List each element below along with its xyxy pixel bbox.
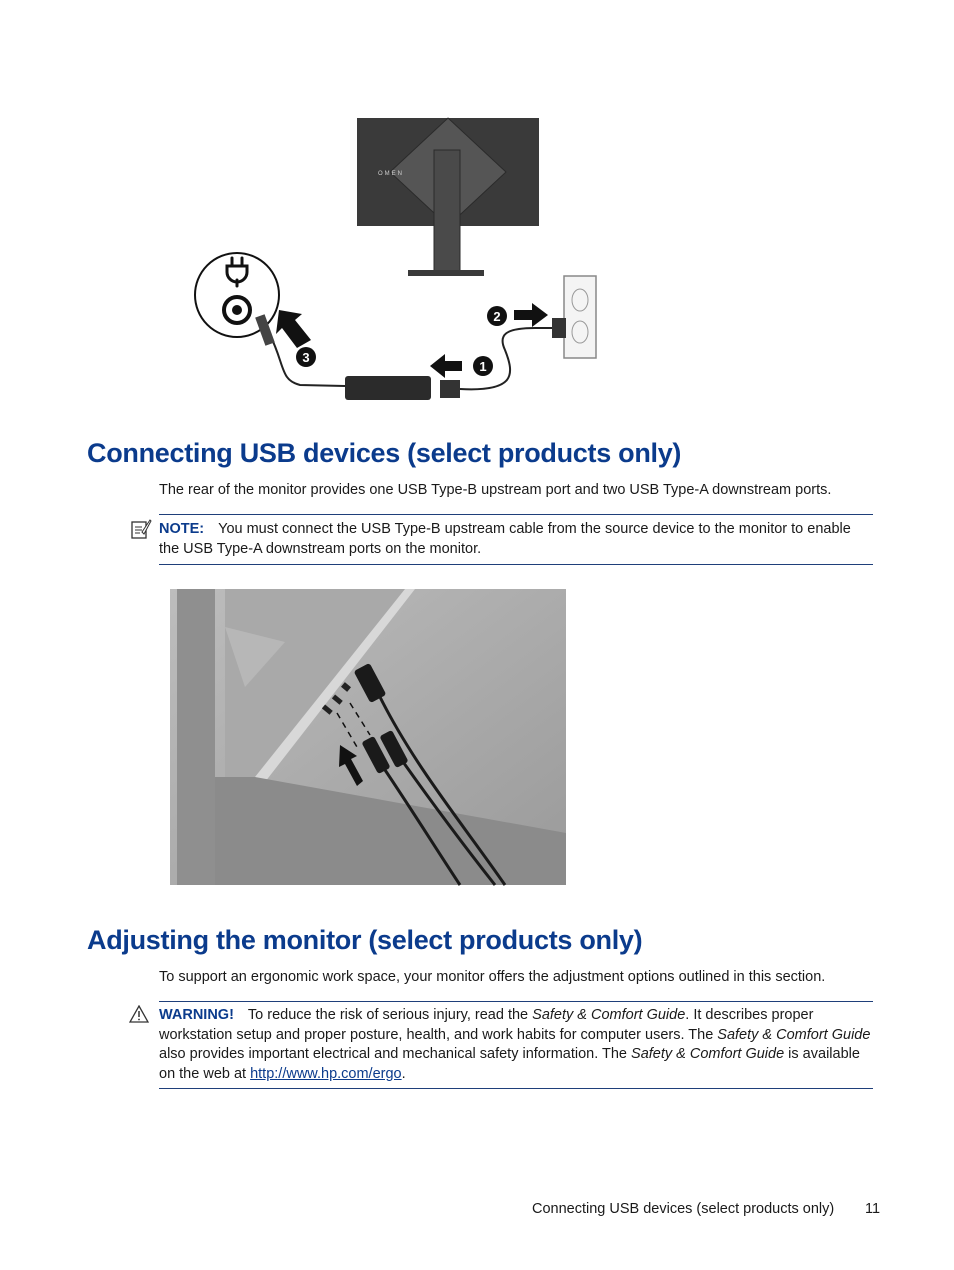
power-adapter (345, 376, 431, 400)
warning-text-1: To reduce the risk of serious injury, read the (247, 1007, 533, 1023)
callout-1-label: 1 (479, 359, 487, 374)
ac-connector (440, 380, 460, 398)
ac-cable (460, 328, 552, 389)
warning-label: WARNING! (159, 1007, 234, 1023)
warning-text-4: is available on the web at (159, 1046, 860, 1082)
page-number: 11 (865, 1201, 881, 1217)
callout-3-label: 3 (302, 350, 310, 365)
guide-title-3: Safety & Comfort Guide (631, 1046, 785, 1062)
note-label: NOTE: (159, 521, 205, 537)
section-heading-usb: Connecting USB devices (select products only) (87, 438, 682, 468)
power-connection-figure (180, 110, 620, 410)
note-text: You must connect the USB Type-B upstream cable from the source device to the monitor to enable the USB Type-A downstream ports on the monitor. (159, 521, 851, 557)
monitor-stand-base (408, 270, 484, 276)
ergo-link[interactable]: http://www.hp.com/ergo (250, 1065, 402, 1082)
warning-text-2: . It describes proper workstation setup and proper posture, health, and work habits for computer users. The (159, 1007, 814, 1043)
note-icon (130, 518, 152, 540)
note-block (159, 514, 873, 565)
callout-2-label: 2 (493, 309, 501, 324)
monitor-brand-label: OMEN (378, 171, 404, 177)
usb-body-text: The rear of the monitor provides one USB Type-B upstream port and two USB Type-A downstream ports. (159, 482, 832, 498)
ac-plug (552, 318, 566, 338)
adjusting-body-text: To support an ergonomic work space, your monitor offers the adjustment options outlined in this section. (159, 969, 826, 985)
arrow-left-icon (430, 354, 462, 378)
warning-text-end: . (401, 1065, 406, 1082)
warning-block (159, 1001, 873, 1089)
warning-icon (129, 1005, 149, 1023)
usb-connection-figure (165, 587, 570, 887)
guide-title-2: Safety & Comfort Guide (717, 1026, 871, 1043)
wall-outlet (564, 276, 596, 358)
stand-column (177, 589, 215, 885)
monitor-stand-neck (434, 150, 460, 272)
warning-text-3: also provides important electrical and mechanical safety information. The (159, 1046, 632, 1062)
section-heading-adjusting: Adjusting the monitor (select products only) (87, 925, 643, 955)
arrow-up-icon (276, 310, 311, 348)
footer-section-title: Connecting USB devices (select products only) (532, 1201, 835, 1217)
guide-title-1: Safety & Comfort Guide (532, 1007, 686, 1023)
arrow-right-icon (514, 303, 548, 327)
